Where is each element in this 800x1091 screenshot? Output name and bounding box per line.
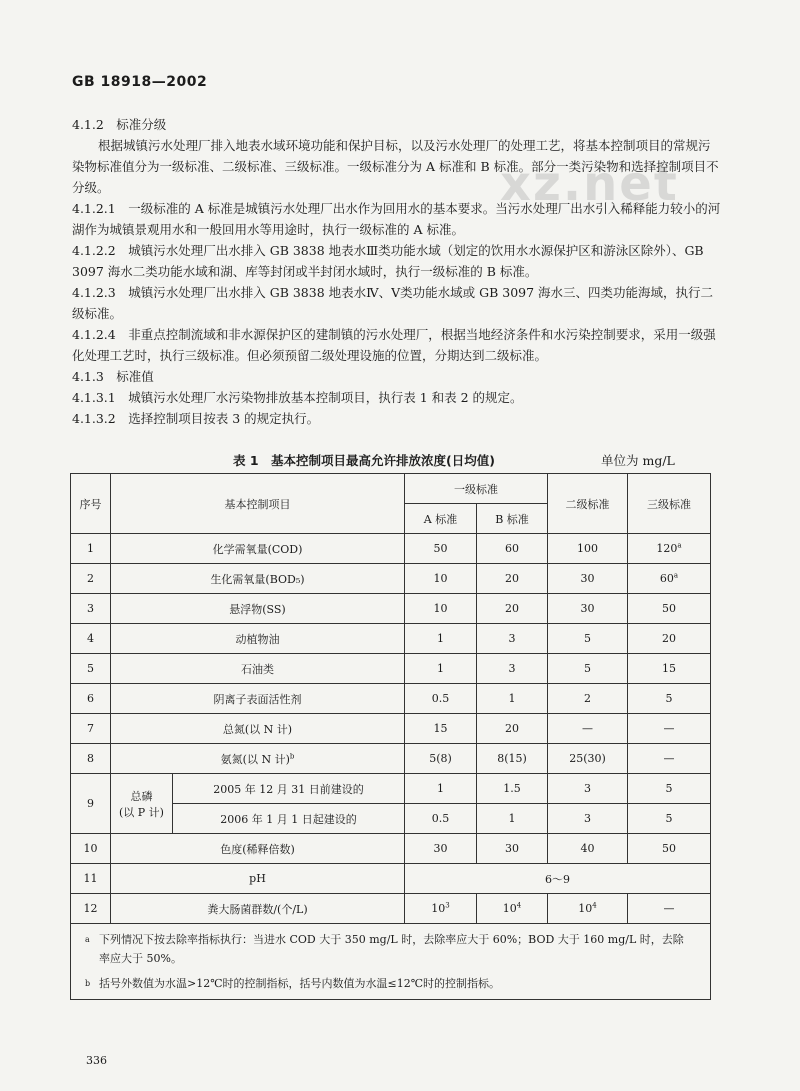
row-l3: — <box>628 744 711 774</box>
exponent: 4 <box>592 901 597 910</box>
row-l3 <box>628 534 711 564</box>
table-row <box>71 534 711 564</box>
footnote-b <box>71 974 710 999</box>
row-item: 悬浮物(SS) <box>111 594 405 624</box>
table-header-row <box>71 474 711 504</box>
row-l2: 40 <box>548 834 628 864</box>
row-a: 1 <box>405 624 477 654</box>
footnote-text: 下列情况下按去除率指标执行：当进水 COD 大于 350 mg/L 时，去除率应大于 60%；BOD 大于 160 mg/L 时，去除率应大于 50%。 <box>99 933 684 965</box>
basic-control-items-table <box>70 473 711 1000</box>
row-b: 3 <box>477 654 548 684</box>
row-l2: 3 <box>548 774 628 804</box>
paragraph-4-1-3-2: 4.1.3.2 选择控制项目按表 3 的规定执行。 <box>72 411 320 426</box>
ph-value: 6～9 <box>405 864 711 894</box>
header-level1: 一级标准 <box>405 474 548 504</box>
row-l2: 3 <box>548 804 628 834</box>
table-row-phosphorus-1 <box>71 774 711 804</box>
watermark: xz.net <box>500 156 679 212</box>
row-l3: 5 <box>628 774 711 804</box>
phosphorus-group <box>111 774 173 834</box>
footnotes-cell <box>71 924 711 1000</box>
row-no: 1 <box>71 534 111 564</box>
row-no: 12 <box>71 894 111 924</box>
row-item: pH <box>111 864 405 894</box>
row-b <box>477 894 548 924</box>
group-label: 总磷 <box>130 789 153 803</box>
table-row <box>71 564 711 594</box>
footnote-ref: b <box>289 751 295 760</box>
paragraph-4-1-2-2: 4.1.2.2 城镇污水处理厂出水排入 GB 3838 地表水Ⅲ类功能水域（划定的饮用水水源保护区和游泳区除外）、GB 3097 海水二类功能水域和湖、库等封闭或半封闭水域时，执行一级标准的 B 标准。 <box>72 243 704 279</box>
l3-value: 120 <box>656 542 678 555</box>
section-heading-4-1-3: 4.1.3 标准值 <box>72 369 154 384</box>
item-text: 生化需氧量(BOD₅) <box>210 572 305 586</box>
row-no: 8 <box>71 744 111 774</box>
row-b: 3 <box>477 624 548 654</box>
header-level2: 二级标准 <box>548 474 628 534</box>
row-no: 4 <box>71 624 111 654</box>
row-l3 <box>628 564 711 594</box>
paragraph-4-1-2-4: 4.1.2.4 非重点控制流域和非水源保护区的建制镇的污水处理厂，根据当地经济条件和水污染控制要求，采用一级强化处理工艺时，执行三级标准。但必须预留二级处理设施的位置，分期达到二级标准。 <box>72 327 716 363</box>
footnote-text: 括号外数值为水温>12℃时的控制指标，括号内数值为水温≤12℃时的控制指标。 <box>99 977 501 990</box>
row-l3: — <box>628 894 711 924</box>
item-text: 化学需氧量(COD) <box>212 542 303 556</box>
row-a: 10 <box>405 594 477 624</box>
row-b: 1 <box>477 684 548 714</box>
table-row <box>71 714 711 744</box>
row-l2: 30 <box>548 594 628 624</box>
table-row <box>71 744 711 774</box>
table-row <box>71 654 711 684</box>
row-item <box>111 744 405 774</box>
group-sublabel: (以 P 计) <box>119 805 164 819</box>
row-l2: 5 <box>548 624 628 654</box>
row-b: 1.5 <box>477 774 548 804</box>
section-heading-4-1-2: 4.1.2 标准分级 <box>72 117 167 132</box>
row-no: 11 <box>71 864 111 894</box>
row-b: 30 <box>477 834 548 864</box>
table-unit: 单位为 mg/L <box>601 453 675 468</box>
row-l2 <box>548 894 628 924</box>
page-number: 336 <box>86 1054 107 1067</box>
row-l3: — <box>628 714 711 744</box>
header-item: 基本控制项目 <box>111 474 405 534</box>
row-no: 9 <box>71 774 111 834</box>
exponent: 4 <box>516 901 522 910</box>
row-item: 动植物油 <box>111 624 405 654</box>
row-a: 5(8) <box>405 744 477 774</box>
row-b: 8(15) <box>477 744 548 774</box>
row-a: 0.5 <box>405 804 477 834</box>
table-row <box>71 624 711 654</box>
item-text: 氨氮(以 N 计) <box>220 752 290 766</box>
row-item: 石油类 <box>111 654 405 684</box>
header-b: B 标准 <box>477 504 548 534</box>
row-no: 3 <box>71 594 111 624</box>
table-row <box>71 894 711 924</box>
table-footnotes <box>71 924 711 1000</box>
table-row <box>71 834 711 864</box>
row-a: 10 <box>405 564 477 594</box>
row-l2: — <box>548 714 628 744</box>
base: 10 <box>578 902 593 915</box>
footnote-ref: a <box>677 541 682 550</box>
row-item: 阴离子表面活性剂 <box>111 684 405 714</box>
row-b: 1 <box>477 804 548 834</box>
row-no: 6 <box>71 684 111 714</box>
footnote-mark: a <box>85 935 90 944</box>
row-a: 0.5 <box>405 684 477 714</box>
row-l3: 50 <box>628 834 711 864</box>
exponent: 3 <box>445 901 450 910</box>
sub-item: 2005 年 12 月 31 日前建设的 <box>173 774 405 804</box>
row-no: 10 <box>71 834 111 864</box>
footnote-mark: b <box>85 979 91 988</box>
row-item: 色度(稀释倍数) <box>111 834 405 864</box>
row-b: 20 <box>477 714 548 744</box>
header-no: 序号 <box>71 474 111 534</box>
row-l3: 50 <box>628 594 711 624</box>
row-a: 30 <box>405 834 477 864</box>
paragraph-4-1-3-1: 4.1.3.1 城镇污水处理厂水污染物排放基本控制项目，执行表 1 和表 2 的规定。 <box>72 390 523 405</box>
header-a: A 标准 <box>405 504 477 534</box>
l3-value: 60 <box>659 572 674 585</box>
row-a: 50 <box>405 534 477 564</box>
row-l3: 15 <box>628 654 711 684</box>
footnote-ref: a <box>673 571 679 580</box>
row-no: 5 <box>71 654 111 684</box>
row-l2: 5 <box>548 654 628 684</box>
row-l3: 5 <box>628 684 711 714</box>
row-a <box>405 894 477 924</box>
table-title: 表 1 基本控制项目最高允许排放浓度(日均值) <box>233 453 495 468</box>
row-a: 1 <box>405 654 477 684</box>
row-item <box>111 564 405 594</box>
document-header: GB 18918—2002 <box>72 74 208 90</box>
row-l2: 100 <box>548 534 628 564</box>
row-item <box>111 534 405 564</box>
row-item: 总氮(以 N 计) <box>111 714 405 744</box>
row-a: 15 <box>405 714 477 744</box>
paragraph-4-1-2-3: 4.1.2.3 城镇污水处理厂出水排入 GB 3838 地表水Ⅳ、Ⅴ类功能水域或 GB 3097 海水三、四类功能海域，执行二级标准。 <box>72 285 714 321</box>
row-b: 60 <box>477 534 548 564</box>
footnote-a <box>71 924 710 974</box>
header-level3: 三级标准 <box>628 474 711 534</box>
row-l2: 30 <box>548 564 628 594</box>
row-a: 1 <box>405 774 477 804</box>
base: 10 <box>431 902 446 915</box>
base: 10 <box>502 902 517 915</box>
table-row <box>71 594 711 624</box>
row-l3: 5 <box>628 804 711 834</box>
row-no: 7 <box>71 714 111 744</box>
sub-item: 2006 年 1 月 1 日起建设的 <box>173 804 405 834</box>
row-l2: 25(30) <box>548 744 628 774</box>
table-row <box>71 684 711 714</box>
row-l2: 2 <box>548 684 628 714</box>
row-item: 粪大肠菌群数/(个/L) <box>111 894 405 924</box>
row-l3: 20 <box>628 624 711 654</box>
table-row <box>71 864 711 894</box>
row-b: 20 <box>477 594 548 624</box>
row-no: 2 <box>71 564 111 594</box>
paragraph-grading-intro: 根据城镇污水处理厂排入地表水域环境功能和保护目标，以及污水处理厂的处理工艺，将基本控制项目的常规污染物标准值分为一级标准、二级标准、三级标准。一级标准分为 A 标准和 B 标准。部分一类污染物和选择控制项目不分级。 <box>72 138 719 195</box>
row-b: 20 <box>477 564 548 594</box>
paragraph-4-1-2-1: 4.1.2.1 一级标准的 A 标准是城镇污水处理厂出水作为回用水的基本要求。当污水处理厂出水引入稀释能力较小的河湖作为城镇景观用水和一般回用水等用途时，执行一级标准的 A 标准。 <box>72 201 721 237</box>
